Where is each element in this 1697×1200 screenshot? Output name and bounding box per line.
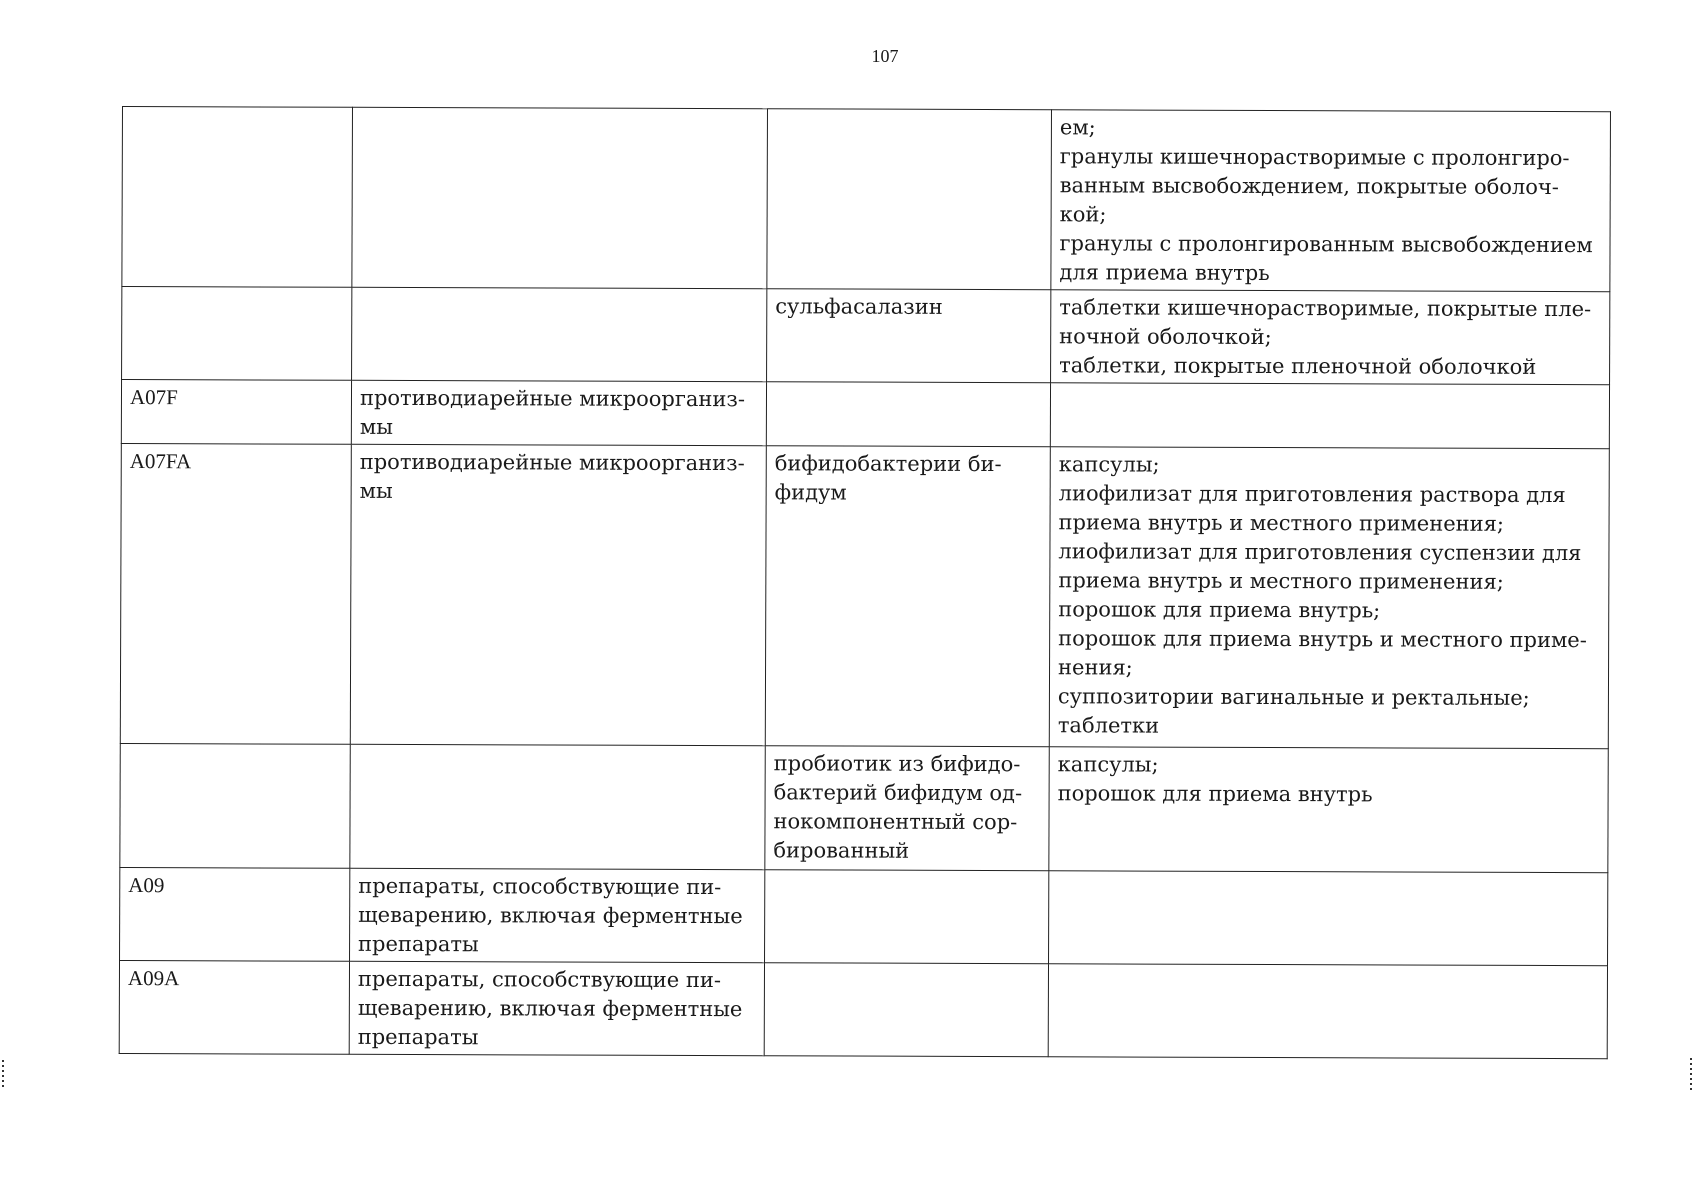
drug-name-line: пробиотик из бифидо- bbox=[773, 751, 1021, 777]
dosage-form-line: кой; bbox=[1059, 202, 1107, 227]
dosage-forms-cell bbox=[1051, 110, 1611, 292]
drug-name-cell bbox=[766, 382, 1050, 447]
drug-name-line: нокомпонентный сор- bbox=[773, 809, 1018, 835]
atc-code-cell: A09 bbox=[120, 867, 350, 961]
dosage-form-line: приема внутрь и местного применения; bbox=[1058, 568, 1504, 594]
dosage-form-line: для приема внутрь bbox=[1059, 260, 1270, 286]
dosage-form-line: лиофилизат для приготовления раствора для bbox=[1058, 481, 1566, 508]
drug-name-line: бированный bbox=[773, 838, 910, 863]
table-row bbox=[121, 380, 1609, 449]
dosage-forms-cell bbox=[1050, 383, 1609, 449]
dosage-form-line: таблетки bbox=[1057, 713, 1160, 738]
drug-name-line: сульфасалазин bbox=[775, 294, 943, 319]
page-number: 107 bbox=[871, 46, 899, 66]
dosage-forms-cell bbox=[1049, 871, 1608, 966]
dosage-form-line: порошок для приема внутрь bbox=[1057, 781, 1373, 807]
dosage-form-line: порошок для приема внутрь и местного приме- bbox=[1058, 626, 1587, 653]
group-name-line: щеварению, включая ферментные bbox=[357, 995, 743, 1022]
drug-name-cell bbox=[765, 446, 1050, 747]
group-name-cell bbox=[351, 380, 766, 445]
group-name-line: щеварению, включая ферментные bbox=[358, 902, 743, 929]
dosage-forms-cell bbox=[1048, 964, 1607, 1059]
dosage-form-line: лиофилизат для приготовления суспензии для bbox=[1058, 539, 1582, 566]
table-row bbox=[120, 743, 1608, 872]
group-name-line: препараты, способствующие пи- bbox=[357, 966, 722, 993]
dosage-form-line: порошок для приема внутрь; bbox=[1058, 597, 1381, 623]
drug-name-line: бактерий бифидум од- bbox=[773, 780, 1023, 806]
table-row bbox=[120, 867, 1608, 965]
table-row bbox=[122, 107, 1611, 292]
dosage-form-line: таблетки кишечнорастворимые, покрытые пле- bbox=[1059, 295, 1592, 322]
drug-name-cell bbox=[767, 109, 1052, 290]
dosage-forms-cell bbox=[1049, 447, 1609, 749]
dosage-form-line: капсулы; bbox=[1058, 452, 1160, 477]
group-name-cell bbox=[352, 287, 767, 381]
dosage-forms-cell bbox=[1049, 747, 1608, 873]
dosage-form-line: капсулы; bbox=[1057, 752, 1159, 777]
group-name-line: препараты bbox=[357, 1024, 479, 1050]
atc-code-cell: A09A bbox=[119, 960, 349, 1054]
drug-name-cell bbox=[764, 963, 1048, 1057]
group-name-line: препараты bbox=[358, 931, 479, 957]
group-name-line: мы bbox=[359, 478, 393, 503]
dosage-form-line: нения; bbox=[1058, 655, 1133, 680]
atc-code-cell bbox=[122, 287, 352, 381]
drug-name-cell bbox=[765, 746, 1049, 871]
dosage-form-line: ночной оболочкой; bbox=[1059, 324, 1272, 350]
left-edge-scan-mark bbox=[2, 1060, 4, 1088]
dosage-form-line: таблетки, покрытые пленочной оболочкой bbox=[1059, 353, 1537, 379]
dosage-form-line: суппозитории вагинальные и ректальные; bbox=[1057, 684, 1530, 710]
table-row bbox=[119, 960, 1607, 1058]
atc-code-cell bbox=[120, 743, 350, 868]
group-name-line: препараты, способствующие пи- bbox=[358, 873, 722, 900]
dosage-form-line: ванным высвобождением, покрытые оболоч- bbox=[1059, 173, 1559, 200]
group-name-line: мы bbox=[359, 414, 393, 439]
dosage-forms-cell bbox=[1051, 290, 1610, 385]
dosage-form-line: приема внутрь и местного применения; bbox=[1058, 510, 1505, 536]
drug-name-line: фидум bbox=[774, 480, 847, 505]
group-name-cell bbox=[352, 107, 768, 288]
drug-name-line: бифидобактерии би- bbox=[774, 451, 1002, 477]
atc-code-cell: A07FA bbox=[120, 443, 351, 744]
dosage-form-line: гранулы кишечнорастворимые с пролонгиро- bbox=[1059, 144, 1570, 171]
drug-name-cell bbox=[767, 289, 1051, 383]
table-row bbox=[120, 443, 1609, 748]
group-name-line: противодиарейные микроорганиз- bbox=[359, 385, 746, 412]
atc-code-cell bbox=[122, 107, 353, 288]
drug-classification-table bbox=[119, 106, 1611, 1059]
right-edge-scan-mark bbox=[1690, 1058, 1692, 1092]
group-name-cell bbox=[349, 961, 764, 1055]
dosage-form-line: ем; bbox=[1059, 115, 1096, 140]
atc-code-cell: A07F bbox=[121, 380, 351, 445]
table-row bbox=[122, 287, 1610, 385]
drug-name-cell bbox=[765, 870, 1049, 964]
group-name-cell bbox=[350, 744, 765, 869]
group-name-cell bbox=[350, 868, 765, 962]
group-name-cell bbox=[350, 444, 766, 745]
dosage-form-line: гранулы с пролонгированным высвобождением bbox=[1059, 231, 1593, 258]
group-name-line: противодиарейные микроорганиз- bbox=[359, 449, 745, 476]
